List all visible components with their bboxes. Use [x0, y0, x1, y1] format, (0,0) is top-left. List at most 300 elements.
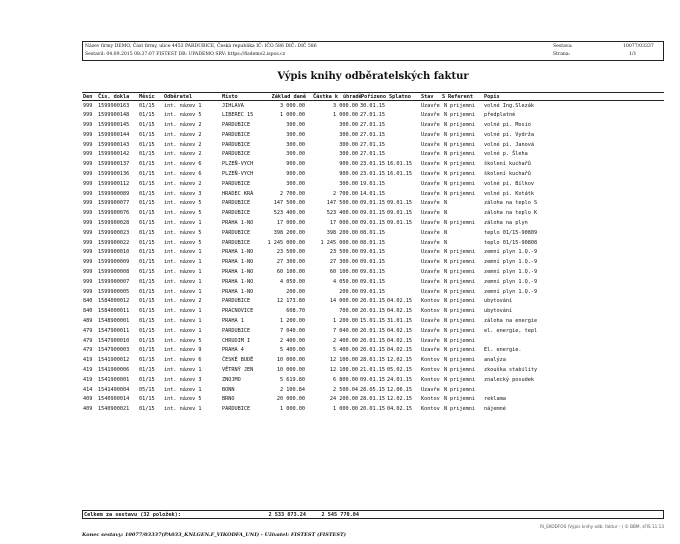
cell-misto: BRNO — [222, 396, 235, 403]
cell-stav: Uzavře — [421, 112, 440, 119]
cell-den: 999 — [83, 200, 93, 207]
cell-referent: prijemni — [450, 249, 475, 256]
cell-stav: Uzavře — [421, 229, 440, 236]
cell-doklad: 1599900143 — [98, 141, 130, 148]
cell-popis: záloha na teplo K — [484, 210, 538, 217]
cell-misto: HRADEC KRÁ — [222, 190, 254, 197]
cell-s: N — [444, 376, 448, 383]
table-row — [82, 385, 664, 395]
cell-porizeno: 27.01.15 — [360, 122, 385, 129]
cell-doklad: 1599900008 — [98, 269, 130, 276]
cell-porizeno: 28.05.15 — [360, 386, 385, 393]
table-row — [82, 219, 664, 229]
cell-castka: 17 000.00 — [329, 220, 358, 227]
table-row — [82, 326, 664, 336]
cell-doklad: 1599900010 — [98, 249, 130, 256]
cell-porizeno: 23.01.15 — [360, 171, 385, 178]
cell-den: 999 — [83, 259, 93, 266]
cell-zaklad: 608.70 — [286, 308, 305, 315]
cell-referent: prijemni — [450, 180, 475, 187]
cell-castka: 300.00 — [339, 122, 358, 129]
cell-mesic: 01/15 — [139, 190, 155, 197]
cell-doklad: 1547900003 — [98, 347, 130, 354]
cell-castka: 1 245 000.00 — [320, 239, 358, 246]
cell-zaklad: 4 050.00 — [280, 278, 305, 285]
cell-doklad: 1541900001 — [98, 376, 130, 383]
cell-stav: Uzavře — [421, 318, 440, 325]
cell-odberatel: int. název 1 — [164, 288, 202, 295]
total-castka: 2 545 770.04 — [321, 512, 359, 518]
cell-den: 999 — [83, 220, 93, 227]
cell-popis: záloha na teplo S — [484, 200, 538, 207]
cell-misto: PRAHA 1-NO — [222, 288, 254, 295]
cell-doklad: 1541900006 — [98, 367, 130, 374]
cell-den: 999 — [83, 180, 93, 187]
total-zaklad: 2 533 873.24 — [268, 512, 306, 518]
cell-doklad: 1599900007 — [98, 278, 130, 285]
cell-stav: Kontov — [421, 367, 440, 374]
cell-stav: Uzavře — [421, 122, 440, 129]
cell-den: 419 — [83, 357, 93, 364]
table-row — [82, 268, 664, 278]
cell-zaklad: 300.00 — [286, 180, 305, 187]
cell-stav: Uzavře — [421, 180, 440, 187]
cell-castka: 398 200.00 — [326, 229, 358, 236]
sestava-label: Sestava: — [553, 44, 573, 49]
cell-splatno: 12.02.15 — [387, 396, 412, 403]
cell-s: N — [444, 269, 448, 276]
table-row — [82, 258, 664, 268]
cell-popis: nájemné — [484, 406, 506, 413]
table-row — [82, 189, 664, 199]
cell-castka: 23 500.00 — [329, 249, 358, 256]
cell-mesic: 01/15 — [139, 141, 155, 148]
cell-s: N — [444, 112, 448, 119]
cell-s: N — [444, 210, 448, 217]
cell-doklad: 1599900112 — [98, 180, 130, 187]
cell-referent: prijemni — [450, 151, 475, 158]
cell-den: 999 — [83, 190, 93, 197]
table-row — [82, 317, 664, 327]
cell-referent: prijemni — [450, 131, 475, 138]
cell-misto: VĚTRNÝ JEN — [222, 367, 254, 374]
cell-splatno: 04.02.15 — [387, 327, 412, 334]
cell-porizeno: 27.01.15 — [360, 131, 385, 138]
cell-referent: prijemni — [450, 171, 475, 178]
cell-odberatel: int. název 5 — [164, 239, 202, 246]
cell-splatno: 24.01.15 — [387, 376, 412, 383]
cell-zaklad: 398 200.00 — [273, 229, 305, 236]
cell-stav: Uzavře — [421, 171, 440, 178]
cell-popis: školení kuchařů — [484, 161, 531, 168]
table-row — [82, 179, 664, 189]
cell-misto: PARDUBICE — [222, 180, 251, 187]
table-body — [82, 101, 664, 415]
cell-referent: prijemni — [450, 367, 475, 374]
cell-stav: Kontov — [421, 298, 440, 305]
cell-den: 479 — [83, 347, 93, 354]
cell-odberatel: int. název 1 — [164, 406, 202, 413]
cell-doklad: 1540900021 — [98, 406, 130, 413]
table-row — [82, 375, 664, 385]
cell-mesic: 01/15 — [139, 337, 155, 344]
cell-zaklad: 12 173.80 — [276, 298, 305, 305]
cell-mesic: 01/15 — [139, 122, 155, 129]
cell-den: 999 — [83, 229, 93, 236]
cell-den: 999 — [83, 161, 93, 168]
table-row — [82, 287, 664, 297]
cell-castka: 700.00 — [339, 308, 358, 315]
cell-misto: PARDUBICE — [222, 239, 251, 246]
cell-mesic: 01/15 — [139, 298, 155, 305]
cell-doklad: 1599900028 — [98, 220, 130, 227]
cell-splatno: 16.01.15 — [387, 161, 412, 168]
cell-odberatel: int. název 2 — [164, 122, 202, 129]
cell-popis: reklama — [484, 396, 506, 403]
cell-porizeno: 09.01.15 — [360, 220, 385, 227]
cell-splatno: 12.06.15 — [387, 386, 412, 393]
cell-mesic: 01/15 — [139, 249, 155, 256]
cell-doklad: 1599900076 — [98, 210, 130, 217]
cell-porizeno: 27.01.15 — [360, 151, 385, 158]
cell-porizeno: 20.01.15 — [360, 298, 385, 305]
cell-misto: PARDUBICE — [222, 122, 251, 129]
cell-porizeno: 20.01.15 — [360, 406, 385, 413]
cell-odberatel: int. název 5 — [164, 229, 202, 236]
cell-popis: teplo 01/15-90808 — [484, 239, 538, 246]
total-label: Celkem za sestavu (32 položek): — [84, 512, 181, 518]
cell-misto: PARDUBICE — [222, 229, 251, 236]
table-row — [82, 336, 664, 346]
cell-misto: CHRUDIM I — [222, 337, 251, 344]
cell-doklad: 1548900001 — [98, 318, 130, 325]
table-row — [82, 356, 664, 366]
cell-odberatel: int. název 2 — [164, 141, 202, 148]
invoice-table — [82, 92, 664, 415]
cell-s: N — [444, 200, 448, 207]
cell-den: 999 — [83, 151, 93, 158]
cell-odberatel: int. název 5 — [164, 200, 202, 207]
cell-popis: znalecký posudek — [484, 376, 534, 383]
cell-zaklad: 1 245 000.00 — [267, 239, 305, 246]
cell-doklad: 1584000012 — [98, 298, 130, 305]
cell-popis: zemní plyn 1.Q.-9 — [484, 288, 538, 295]
cell-porizeno: 14.01.15 — [360, 190, 385, 197]
cell-stav: Uzavře — [421, 278, 440, 285]
report-header-box — [82, 41, 664, 61]
cell-stav: Uzavře — [421, 190, 440, 197]
cell-zaklad: 900.00 — [286, 171, 305, 178]
table-row — [82, 228, 664, 238]
cell-odberatel: int. název 1 — [164, 278, 202, 285]
cell-stav: Uzavře — [421, 239, 440, 246]
cell-stav: Uzavře — [421, 269, 440, 276]
cell-odberatel: int. název 1 — [164, 318, 202, 325]
cell-mesic: 01/15 — [139, 288, 155, 295]
cell-referent: prijemni — [450, 308, 475, 315]
cell-porizeno: 27.01.15 — [360, 141, 385, 148]
cell-stav: Kontov — [421, 308, 440, 315]
cell-odberatel: int. název 5 — [164, 210, 202, 217]
cell-misto: PRAHA 4 — [222, 347, 244, 354]
cell-s: N — [444, 131, 448, 138]
cell-den: 999 — [83, 239, 93, 246]
cell-odberatel: int. název 6 — [164, 171, 202, 178]
table-row — [82, 346, 664, 356]
cell-s: N — [444, 239, 448, 246]
cell-mesic: 01/15 — [139, 278, 155, 285]
cell-castka: 5 400.00 — [333, 347, 358, 354]
table-row — [82, 405, 664, 415]
cell-referent: prijemni — [450, 259, 475, 266]
cell-stav: Uzavře — [421, 200, 440, 207]
cell-popis: El. energie. — [484, 347, 522, 354]
cell-zaklad: 10 000.00 — [276, 367, 305, 374]
cell-mesic: 01/15 — [139, 112, 155, 119]
cell-popis: předplatné — [484, 112, 516, 119]
cell-doklad: 1599900089 — [98, 190, 130, 197]
column-header: Referent — [448, 94, 473, 100]
cell-zaklad: 2 400.00 — [280, 337, 305, 344]
cell-mesic: 01/15 — [139, 308, 155, 315]
cell-doklad: 1541400004 — [98, 386, 130, 393]
strana-value: 1/1 — [629, 52, 637, 57]
cell-den: 999 — [83, 249, 93, 256]
table-row — [82, 160, 664, 170]
cell-castka: 300.00 — [339, 180, 358, 187]
cell-mesic: 01/15 — [139, 396, 155, 403]
cell-popis: záloha na energie — [484, 318, 538, 325]
column-header: Odběratel — [164, 94, 193, 100]
cell-zaklad: 147 500.00 — [273, 200, 305, 207]
cell-misto: PRAHA 1-NO — [222, 278, 254, 285]
cell-porizeno: 09.01.15 — [360, 249, 385, 256]
cell-popis: volné pí. Kotátk — [484, 190, 534, 197]
cell-mesic: 01/15 — [139, 200, 155, 207]
cell-den: 999 — [83, 102, 93, 109]
cell-zaklad: 23 500.00 — [276, 249, 305, 256]
cell-zaklad: 60 100.00 — [276, 269, 305, 276]
cell-misto: PRAHA 1-NO — [222, 259, 254, 266]
cell-porizeno: 08.01.15 — [360, 239, 385, 246]
cell-den: 409 — [83, 396, 93, 403]
cell-s: N — [444, 406, 448, 413]
table-row — [82, 121, 664, 131]
cell-mesic: 01/15 — [139, 151, 155, 158]
table-row — [82, 209, 664, 219]
cell-referent: prijemni — [450, 337, 475, 344]
cell-popis: volné pí. Mosio — [484, 122, 531, 129]
cell-mesic: 01/15 — [139, 406, 155, 413]
total-row — [82, 510, 664, 519]
cell-misto: PRAHA 1 — [222, 318, 244, 325]
cell-misto: ČESKÉ BUDĚ — [222, 357, 254, 364]
cell-mesic: 01/15 — [139, 102, 155, 109]
cell-misto: PARDUBICE — [222, 327, 251, 334]
cell-popis: el. energie, tepl — [484, 327, 538, 334]
table-row — [82, 248, 664, 258]
cell-odberatel: int. název 1 — [164, 327, 202, 334]
cell-misto: PARDUBICE — [222, 200, 251, 207]
cell-den: 414 — [83, 386, 93, 393]
cell-stav: Kontov — [421, 357, 440, 364]
cell-odberatel: int. název 3 — [164, 190, 202, 197]
cell-misto: PRACNOVICE — [222, 308, 254, 315]
cell-doklad: 1541900012 — [98, 357, 130, 364]
cell-doklad: 1584000011 — [98, 308, 130, 315]
cell-splatno: 05.02.15 — [387, 367, 412, 374]
cell-odberatel: int. název 1 — [164, 102, 202, 109]
cell-stav: Kontov — [421, 376, 440, 383]
cell-referent: prijemni — [450, 288, 475, 295]
cell-s: N — [444, 122, 448, 129]
cell-stav: Uzavře — [421, 210, 440, 217]
cell-s: N — [444, 259, 448, 266]
cell-zaklad: 900.00 — [286, 161, 305, 168]
cell-popis: volné pí. Bílkov — [484, 180, 534, 187]
cell-doklad: 1599900023 — [98, 229, 130, 236]
cell-castka: 200.00 — [339, 288, 358, 295]
cell-splatno: 04.02.15 — [387, 347, 412, 354]
cell-s: N — [444, 141, 448, 148]
cell-s: N — [444, 171, 448, 178]
cell-porizeno: 20.01.15 — [360, 308, 385, 315]
cell-stav: Kontov — [421, 406, 440, 413]
cell-s: N — [444, 102, 448, 109]
cell-stav: Kontov — [421, 396, 440, 403]
cell-doklad: 1599900144 — [98, 131, 130, 138]
column-header: Stav — [421, 94, 434, 100]
company-info: Název firmy DEMO, Část firmy, ulice 4453 PARDUBICE, Česká republika IČ: IČO 586 DIČ: DIČ 586 — [85, 44, 317, 49]
cell-zaklad: 10 000.00 — [276, 357, 305, 364]
cell-odberatel: int. název 1 — [164, 249, 202, 256]
cell-mesic: 01/15 — [139, 220, 155, 227]
cell-referent: prijemni — [450, 102, 475, 109]
cell-zaklad: 1 000.00 — [280, 112, 305, 119]
cell-popis: ubytování — [484, 308, 513, 315]
column-header: Měsíc — [139, 94, 155, 100]
cell-porizeno: 15.01.15 — [360, 318, 385, 325]
cell-referent: prijemni — [450, 190, 475, 197]
cell-misto: LIBEREC 15 — [222, 112, 254, 119]
report-title: Výpis knihy odběratelských faktur — [277, 71, 469, 82]
cell-s: N — [444, 151, 448, 158]
cell-porizeno: 09.01.15 — [360, 278, 385, 285]
cell-s: N — [444, 161, 448, 168]
cell-mesic: 01/15 — [139, 367, 155, 374]
cell-referent: prijemni — [450, 347, 475, 354]
cell-den: 999 — [83, 112, 93, 119]
cell-odberatel: int. název 1 — [164, 308, 202, 315]
cell-castka: 12 100.00 — [329, 357, 358, 364]
cell-castka: 1 000.00 — [333, 406, 358, 413]
cell-referent: prijemni — [450, 357, 475, 364]
cell-misto: PRAHA 1-NO — [222, 249, 254, 256]
cell-zaklad: 17 000.00 — [276, 220, 305, 227]
cell-castka: 6 800.00 — [333, 376, 358, 383]
cell-s: N — [444, 298, 448, 305]
cell-odberatel: int. název 2 — [164, 131, 202, 138]
cell-castka: 12 100.00 — [329, 367, 358, 374]
cell-den: 840 — [83, 308, 93, 315]
cell-doklad: 1599900137 — [98, 161, 130, 168]
cell-stav: Uzavře — [421, 259, 440, 266]
cell-s: N — [444, 347, 448, 354]
cell-porizeno: 28.01.15 — [360, 396, 385, 403]
cell-doklad: 1599900009 — [98, 259, 130, 266]
cell-castka: 300.00 — [339, 141, 358, 148]
cell-mesic: 01/15 — [139, 259, 155, 266]
cell-stav: Uzavře — [421, 327, 440, 334]
cell-stav: Uzavře — [421, 220, 440, 227]
cell-porizeno: 30.01.15 — [360, 102, 385, 109]
cell-stav: Uzavře — [421, 249, 440, 256]
cell-s: N — [444, 190, 448, 197]
cell-splatno: 31.01.15 — [387, 318, 412, 325]
cell-splatno: 04.02.15 — [387, 298, 412, 305]
cell-den: 419 — [83, 376, 93, 383]
cell-popis: volné pí. Janová — [484, 141, 534, 148]
cell-referent: prijemni — [450, 396, 475, 403]
cell-zaklad: 5 400.00 — [280, 347, 305, 354]
cell-den: 999 — [83, 278, 93, 285]
cell-mesic: 01/15 — [139, 318, 155, 325]
cell-s: N — [444, 318, 448, 325]
cell-misto: PRAHA 1-NO — [222, 220, 254, 227]
cell-mesic: 01/15 — [139, 131, 155, 138]
cell-castka: 1 200.00 — [333, 318, 358, 325]
cell-splatno: 09.01.15 — [387, 200, 412, 207]
cell-den: 999 — [83, 122, 93, 129]
cell-s: N — [444, 229, 448, 236]
column-header: Čís. dokla — [98, 94, 130, 100]
cell-stav: Uzavře — [421, 131, 440, 138]
cell-mesic: 01/15 — [139, 239, 155, 246]
table-row — [82, 170, 664, 180]
cell-stav: Uzavře — [421, 161, 440, 168]
report-footer: Konec sestavy: 10077/03337(PA033_KNLGEN.F_VIKODFA_UNI) - Uživatel: FISTEST (FISTEST) — [82, 532, 347, 538]
cell-splatno: 12.02.15 — [387, 357, 412, 364]
cell-porizeno: 09.01.15 — [360, 376, 385, 383]
cell-splatno: 16.01.15 — [387, 171, 412, 178]
cell-splatno: 04.02.15 — [387, 337, 412, 344]
cell-odberatel: int. název 2 — [164, 151, 202, 158]
cell-castka: 27 300.00 — [329, 259, 358, 266]
cell-porizeno: 09.01.15 — [360, 269, 385, 276]
cell-referent: prijemni — [450, 220, 475, 227]
cell-castka: 900.00 — [339, 161, 358, 168]
cell-s: N — [444, 357, 448, 364]
cell-zaklad: 2 100.84 — [280, 386, 305, 393]
column-header: Den — [83, 94, 93, 100]
cell-referent: prijemni — [450, 269, 475, 276]
cell-referent: prijemni — [450, 161, 475, 168]
cell-mesic: 01/15 — [139, 357, 155, 364]
table-row — [82, 277, 664, 287]
cell-odberatel: int. název 1 — [164, 269, 202, 276]
cell-castka: 60 100.00 — [329, 269, 358, 276]
cell-popis: zemní plyn 1.Q.-9 — [484, 259, 538, 266]
cell-doklad: 1599900022 — [98, 239, 130, 246]
cell-mesic: 01/15 — [139, 161, 155, 168]
cell-den: 419 — [83, 367, 93, 374]
cell-misto: PARDUBICE — [222, 298, 251, 305]
cell-castka: 300.00 — [339, 131, 358, 138]
cell-zaklad: 300.00 — [286, 151, 305, 158]
cell-odberatel: int. název 6 — [164, 161, 202, 168]
cell-doklad: 1599900142 — [98, 151, 130, 158]
cell-castka: 3 000.00 — [333, 102, 358, 109]
